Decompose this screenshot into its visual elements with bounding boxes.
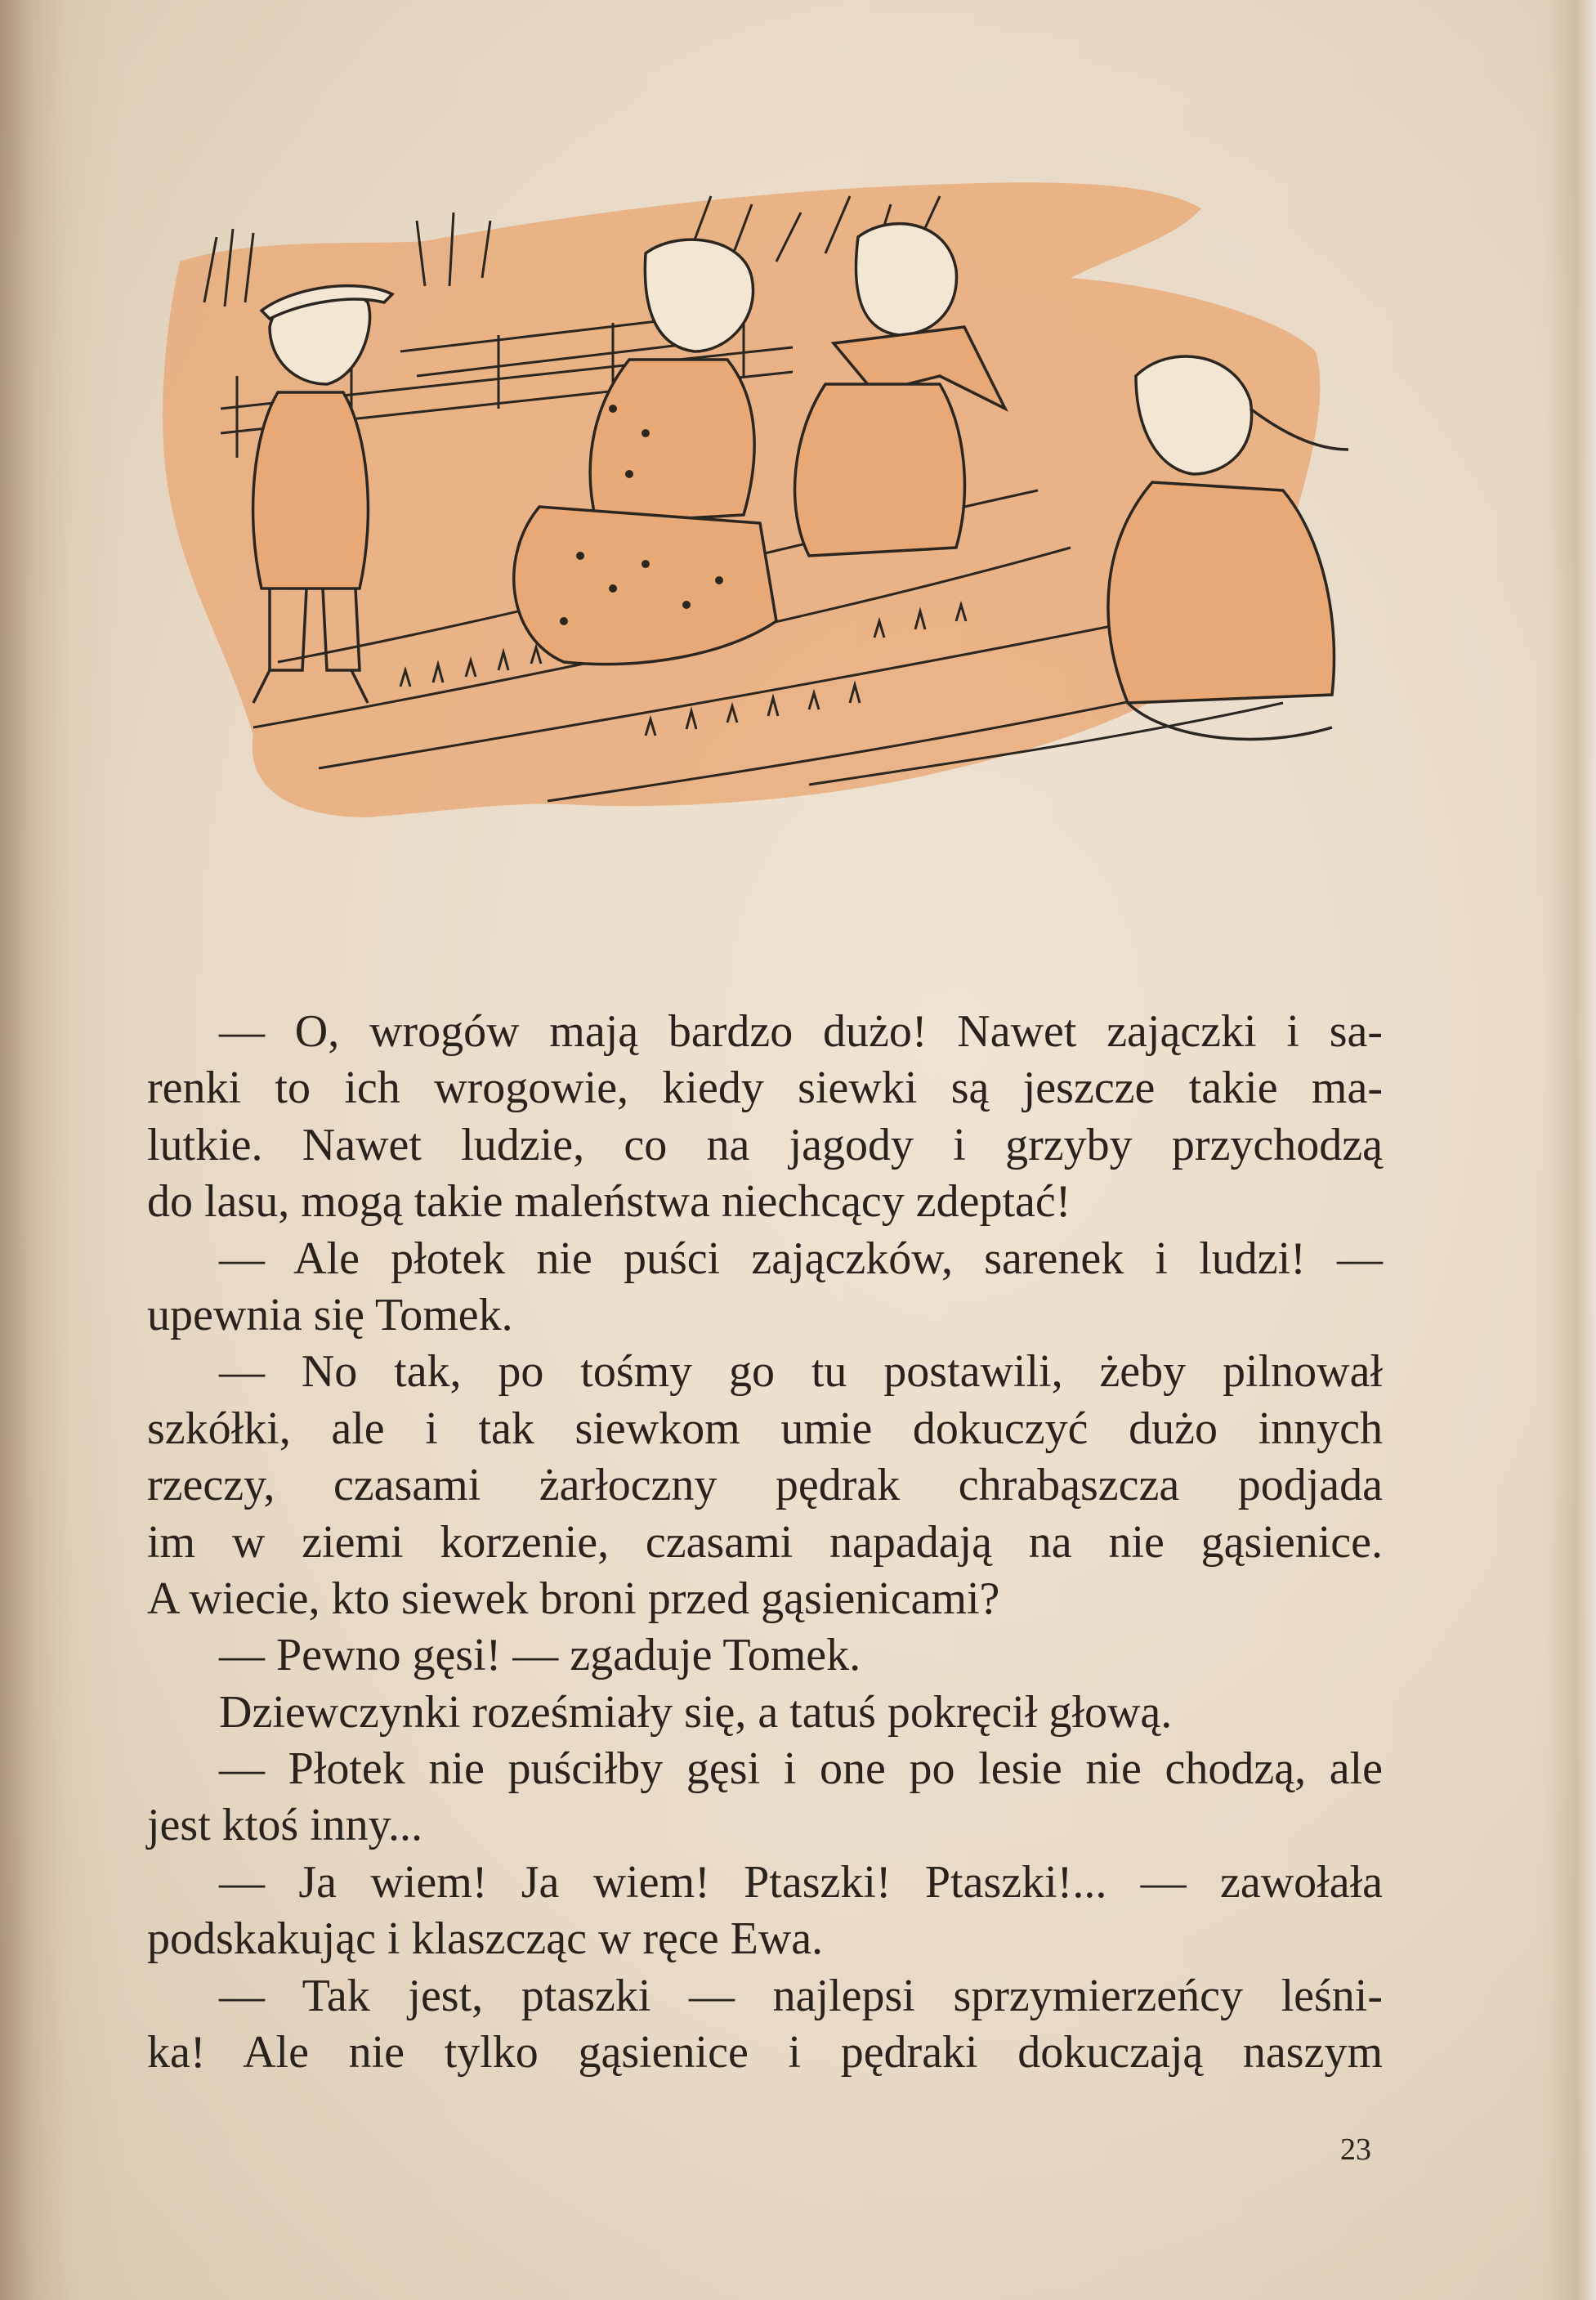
text-line: lutkie. Nawet ludzie, co na jagody i grzyby przychodzą <box>147 1119 1383 1170</box>
text-line: — O, wrogów mają bardzo dużo! Nawet zajączki i sa- <box>219 1006 1383 1057</box>
text-line: ka! Ale nie tylko gąsienice i pędraki dokuczają naszym <box>147 2027 1383 2079</box>
text-line: podskakując i klaszcząc w ręce Ewa. <box>147 1913 824 1965</box>
text-line: rzeczy, czasami żarłoczny pędrak chrabąszcza podjada <box>147 1460 1383 1511</box>
text-line: jest ktoś inny... <box>147 1800 423 1851</box>
text-line: Dziewczynki roześmiały się, a tatuś pokręcił głową. <box>219 1686 1173 1738</box>
text-line: — Płotek nie puściłby gęsi i one po lesie nie chodzą, ale <box>219 1743 1383 1795</box>
text-line: — Pewno gęsi! — zgaduje Tomek. <box>219 1630 861 1681</box>
text-line: — Tak jest, ptaszki — najlepsi sprzymierzeńcy leśni- <box>219 1970 1383 2021</box>
text-line: szkółki, ale i tak siewkom umie dokuczyć dużo innych <box>147 1403 1383 1454</box>
text-line: A wiecie, kto siewek broni przed gąsienicami? <box>147 1573 1000 1624</box>
page-number: 23 <box>1340 2132 1371 2167</box>
text-line: renki to ich wrogowie, kiedy siewki są jeszcze takie ma- <box>147 1063 1383 1114</box>
text-line: im w ziemi korzenie, czasami napadają na nie gąsienice. <box>147 1516 1383 1568</box>
text-line: upewnia się Tomek. <box>147 1289 513 1340</box>
text-line: do lasu, mogą takie maleństwa niechcący zdeptać! <box>147 1176 1071 1228</box>
text-line: — Ja wiem! Ja wiem! Ptaszki! Ptaszki!... — zawołała <box>219 1856 1383 1908</box>
children-planting-seedlings-illustration <box>155 163 1414 850</box>
text-line: — No tak, po tośmy go tu postawili, żeby pilnował <box>219 1346 1383 1398</box>
text-line: — Ale płotek nie puści zajączków, sarenek i ludzi! — <box>219 1233 1383 1284</box>
page-edge <box>1547 0 1596 2300</box>
spine-shadow <box>0 0 74 2300</box>
story-text <box>147 1004 1383 2081</box>
